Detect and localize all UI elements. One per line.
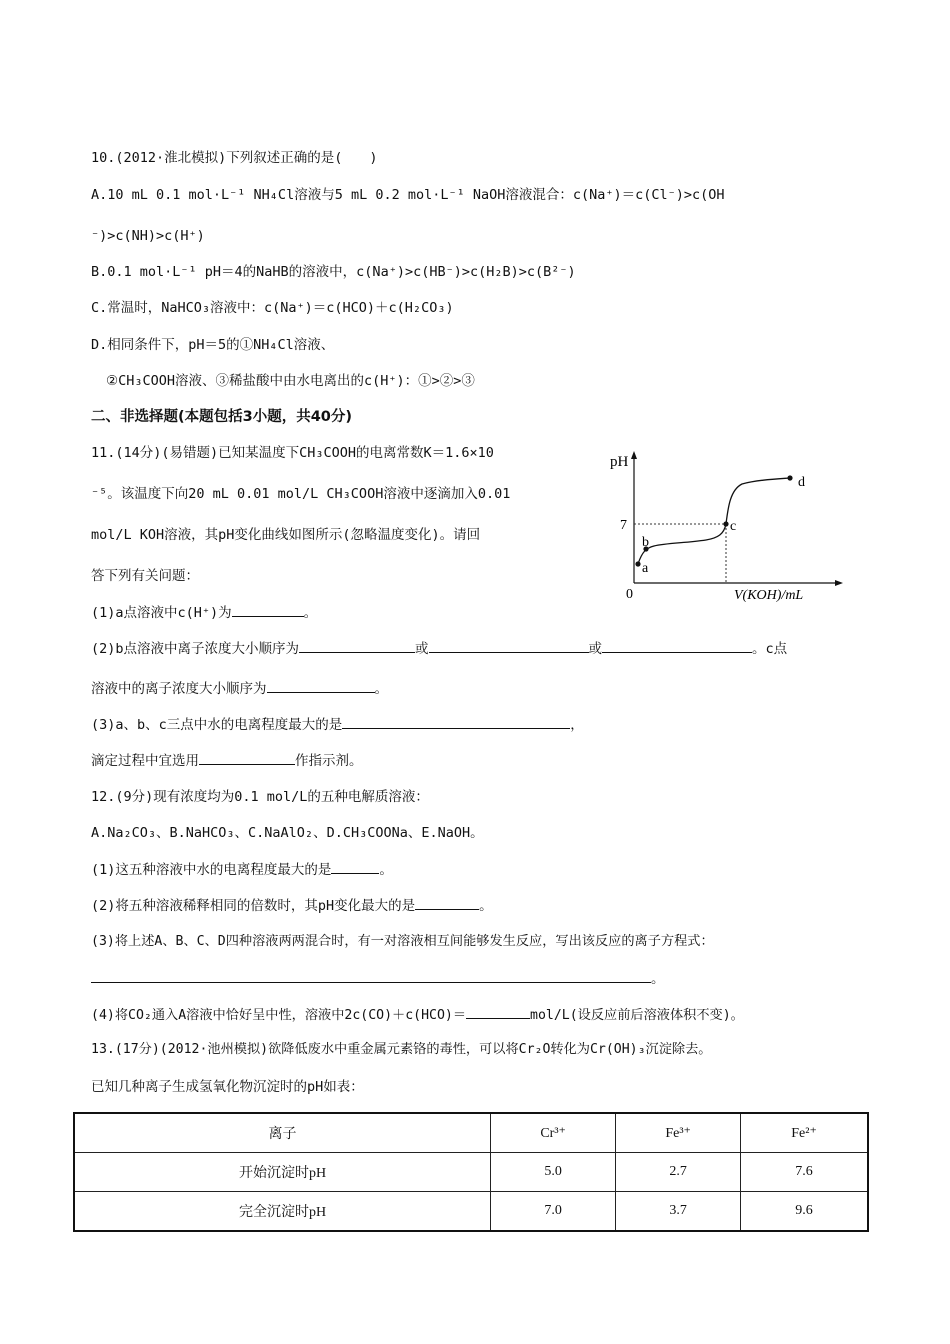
q11-part1 [91,602,317,623]
q11-part1-end: 。 [303,605,318,621]
x-axis-label: V(KOH)/mL [734,588,804,603]
point-d-label: d [798,475,805,490]
q11-part3-text: (3)a、b、c三点中水的电离程度最大的是 [91,717,343,733]
table-cell: 开始沉淀时pH [74,1153,491,1192]
q11-part1-text: (1)a点溶液中c(H⁺)为 [91,605,232,621]
answer-blank[interactable] [602,638,752,653]
point-c [723,521,728,526]
y-axis-label: pH [610,454,629,470]
point-a-label: a [642,561,649,576]
q11-part2b-end: 。 [374,681,388,697]
table-cell: 7.0 [491,1192,616,1232]
answer-blank[interactable] [331,859,379,874]
q11-stem-line1: 11.(14分)(易错题)已知某温度下CH₃COOH的电离常数K＝1.6×10 [91,445,494,461]
q12-part4-text: (4)将CO₂通入A溶液中恰好呈中性，溶液中2c(CO)＋c(HCO)＝ [91,1008,467,1023]
q10-option-d-line2: ②CH₃COOH溶液、③稀盐酸中由水电离出的c(H⁺)：①>②>③ [106,373,475,389]
q10-option-c: C.常温时，NaHCO₃溶液中：c(Na⁺)＝c(HCO)＋c(H₂CO₃) [91,300,454,316]
answer-blank[interactable] [342,714,570,729]
point-c-label: c [730,519,737,534]
table-cell: 7.6 [741,1153,868,1192]
answer-blank[interactable] [299,638,415,653]
q11-part2-or: 或 [588,641,603,657]
answer-blank[interactable] [199,750,295,765]
q12-list: A.Na₂CO₃、B.NaHCO₃、C.NaAlO₂、D.CH₃COONa、E.NaOH。 [91,825,484,841]
origin-label: 0 [626,587,633,602]
q12-part4-end: mol/L(设反应前后溶液体积不变)。 [530,1008,744,1023]
q11-stem-line2: ⁻⁵。该温度下向20 mL 0.01 mol/L CH₃COOH溶液中逐滴加入0.01 [91,486,511,502]
answer-blank[interactable] [267,678,375,693]
y-axis-arrow [631,451,637,459]
q11-part2-or: 或 [415,641,429,657]
table-cell: 完全沉淀时pH [74,1192,491,1232]
point-a [635,561,640,566]
answer-blank[interactable] [429,638,589,653]
q12-part3: (3)将上述A、B、C、D四种溶液两两混合时，有一对溶液相互间能够发生反应，写出该反应的离子方程式： [91,934,714,949]
q11-part2b-text: 溶液中的离子浓度大小顺序为 [91,681,267,697]
q11-part3-end: ， [570,717,584,733]
q11-stem-line4: 答下列有关问题： [91,568,199,584]
q12-part2-end: 。 [479,898,493,914]
table-cell: 9.6 [741,1192,868,1232]
point-d [787,475,792,480]
q11-stem-line3: mol/L KOH溶液，其pH变化曲线如图所示(忽略温度变化)。请回 [91,527,481,543]
q12-part2 [91,895,493,916]
table-cell: 5.0 [491,1153,616,1192]
table-row [74,1153,868,1192]
q10-option-d-line1: D.相同条件下，pH＝5的①NH₄Cl溶液、 [91,337,335,353]
q13-stem: 13.(17分)(2012·池州模拟)欲降低废水中重金属元素铬的毒性，可以将Cr₂O转化为Cr(OH)₃沉淀除去。 [91,1042,712,1057]
point-b-label: b [642,535,649,550]
q12-part1-text: (1)这五种溶液中水的电离程度最大的是 [91,862,332,878]
q10-stem: 10.(2012·淮北模拟)下列叙述正确的是( ) [91,150,378,166]
q10-option-a-line2: ⁻)>c(NH)>c(H⁺) [91,228,205,244]
section-heading: 二、非选择题(本题包括3小题，共40分) [91,409,353,425]
table-header-cell: 离子 [74,1113,491,1153]
q10-option-a-line1: A.10 mL 0.1 mol·L⁻¹ NH₄Cl溶液与5 mL 0.2 mol·L⁻¹ NaOH溶液混合：c(Na⁺)＝c(Cl⁻)>c(OH [91,187,725,203]
q11-part3 [91,714,584,735]
answer-blank[interactable] [232,602,304,617]
q12-part1-end: 。 [379,862,393,878]
titration-curve-graph [606,448,846,608]
q12-stem: 12.(9分)现有浓度均为0.1 mol/L的五种电解质溶液： [91,789,429,805]
q11-part2b [91,678,388,699]
y-tick-7: 7 [620,518,627,533]
q11-part3b-end: 作指示剂。 [295,753,363,769]
titration-curve [638,478,790,564]
table-header-cell: Cr³⁺ [491,1113,616,1153]
q10-option-b: B.0.1 mol·L⁻¹ pH＝4的NaHB的溶液中，c(Na⁺)>c(HB⁻)>c(H₂B)>c(B²⁻) [91,264,576,280]
x-axis-arrow [835,580,843,586]
table-row [74,1192,868,1232]
q11-part2-text: (2)b点溶液中离子浓度大小顺序为 [91,641,300,657]
table-cell: 3.7 [616,1192,741,1232]
table-header-cell: Fe²⁺ [741,1113,868,1153]
q12-part3-answer [91,968,665,989]
answer-blank[interactable] [91,968,651,983]
precipitation-ph-table [73,1112,869,1232]
q13-intro: 已知几种离子生成氢氧化物沉淀时的pH如表： [91,1079,364,1095]
q11-part3b-text: 滴定过程中宜选用 [91,753,199,769]
q11-part2-end: 。c点 [752,641,788,657]
answer-blank[interactable] [415,895,479,910]
q11-part2 [91,638,787,659]
q12-part4 [91,1004,744,1026]
table-cell: 2.7 [616,1153,741,1192]
q11-part3b [91,750,363,771]
q12-part3-end: 。 [651,971,665,987]
q12-part1 [91,859,393,880]
table-header-row [74,1113,868,1153]
answer-blank[interactable] [466,1004,530,1019]
table-header-cell: Fe³⁺ [616,1113,741,1153]
q12-part2-text: (2)将五种溶液稀释相同的倍数时，其pH变化最大的是 [91,898,416,914]
